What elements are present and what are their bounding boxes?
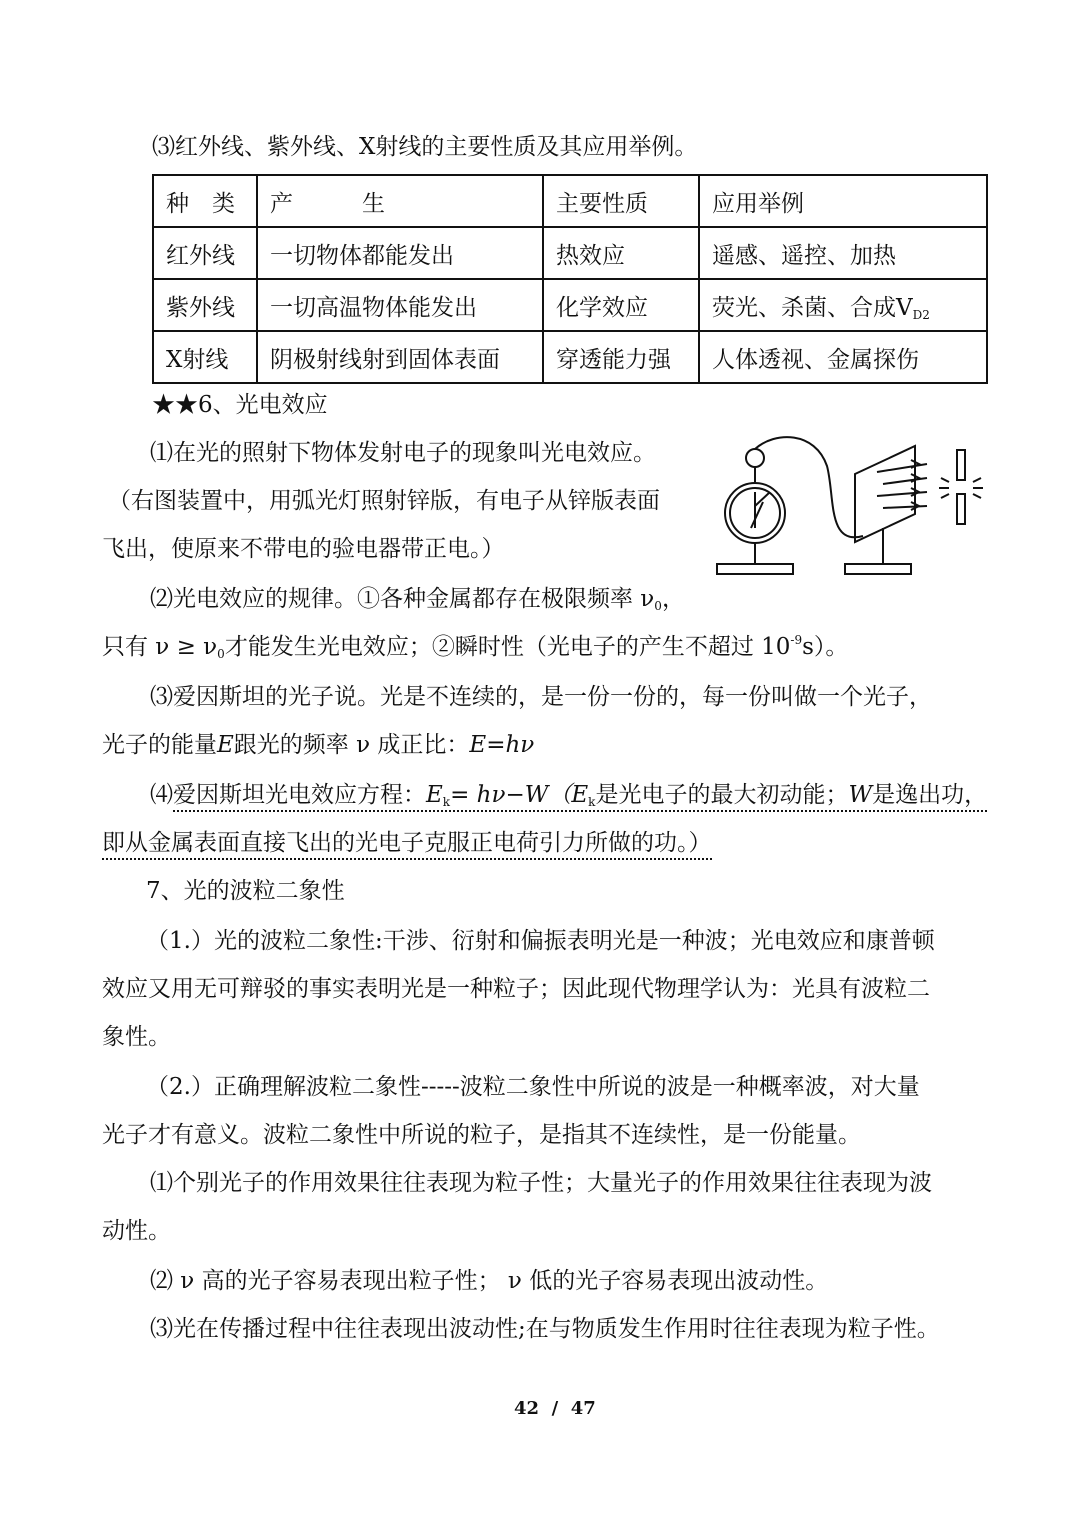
cell-kind: 红外线 — [153, 227, 257, 279]
table-row — [153, 279, 987, 331]
p4-line2-dotted: 即从金属表面直接飞出的光电子克服正电荷引力所做的功。） — [102, 830, 712, 860]
p3-l2b: 跟光的频率 ν 成正比： — [233, 732, 470, 758]
sec7-a-line1: （1.）光的波粒二象性:干涉、衍射和偏振表明光是一种波；光电效应和康普顿 — [146, 928, 935, 954]
p4-dotted-text — [173, 782, 987, 812]
cell-source: 一切物体都能发出 — [257, 227, 543, 279]
cell-property: 热效应 — [543, 227, 699, 279]
plate-base — [845, 564, 911, 574]
p4-eq: = hν−W（ — [450, 782, 572, 808]
p2-l2c: s）。 — [802, 634, 849, 660]
p4-eq-label: 爱因斯坦光电效应方程： — [173, 782, 426, 808]
cell-application — [699, 279, 987, 331]
sec6-p1-line2: （右图装置中，用弧光灯照射锌版，有电子从锌版表面 — [108, 488, 660, 514]
electroscope-leaves — [751, 492, 770, 528]
cell-kind: X射线 — [153, 331, 257, 383]
table-row — [153, 331, 987, 383]
table-row — [153, 227, 987, 279]
table-header-row — [153, 175, 987, 227]
header-property: 主要性质 — [543, 175, 699, 227]
p4-E: E — [426, 782, 443, 808]
p2-sub: 0 — [654, 599, 662, 613]
sec7-b-line2: 光子才有意义。波粒二象性中所说的粒子，是指其不连续性，是一份能量。 — [102, 1122, 861, 1148]
p2-l2-sub: 0 — [217, 647, 225, 661]
cell-application: 遥感、遥控、加热 — [699, 227, 987, 279]
p2-l2a: 只有 ν ≥ ν — [102, 634, 218, 660]
p3-l2a: 光子的能量 — [102, 732, 217, 758]
light-ray — [883, 478, 927, 484]
p2-l2b: 才能发生光电效应；②瞬时性（光电子的产生不超过 10 — [224, 634, 791, 660]
cell-property: 穿透能力强 — [543, 331, 699, 383]
sec6-p4-line1 — [150, 776, 987, 809]
p4-text-c: 是光电子的最大初动能； — [595, 782, 849, 808]
cell-source: 一切高温物体能发出 — [257, 279, 543, 331]
page-total: 47 — [570, 1398, 596, 1419]
sec7-c1-line1: ⑴个别光子的作用效果往往表现为粒子性；大量光子的作用效果往往表现为波 — [150, 1170, 932, 1196]
sec6-p4-line2 — [102, 824, 712, 857]
section-6-heading: ★★6、光电效应 — [152, 392, 328, 418]
sec7-a-line3: 象性。 — [102, 1024, 171, 1050]
p4-text-d: 是逸出功， — [872, 782, 988, 808]
p2-l2-sup: -9 — [790, 633, 803, 647]
sec7-c2-line1: ⑵ ν 高的光子容易表现出粒子性； ν 低的光子容易表现出波动性。 — [150, 1268, 829, 1294]
electroscope-ball — [746, 449, 764, 467]
sec7-c1-line2: 动性。 — [102, 1218, 171, 1244]
page-current: 42 — [514, 1398, 540, 1419]
p3-E: E — [217, 732, 234, 758]
p4-W: W — [848, 782, 873, 808]
section-3-title: ⑶红外线、紫外线、X射线的主要性质及其应用举例。 — [152, 134, 698, 160]
sec6-p3-line1: ⑶爱因斯坦的光子说。光是不连续的，是一份一份的，每一份叫做一个光子， — [150, 684, 932, 710]
p4-k: k — [442, 795, 451, 809]
p4-E2: E — [571, 782, 589, 808]
header-application: 应用举例 — [699, 175, 987, 227]
cell-kind: 紫外线 — [153, 279, 257, 331]
sec6-p2-line1 — [150, 580, 685, 613]
p3-formula: E=hν — [469, 732, 535, 758]
p4-num: ⑷ — [150, 782, 173, 808]
sec6-p1-line3: 飞出，使原来不带电的验电器带正电。） — [102, 536, 505, 562]
arc-lamp-lower — [957, 494, 965, 524]
page-separator: / — [551, 1398, 559, 1419]
header-kind: 种 类 — [153, 175, 257, 227]
radiation-properties-table — [152, 174, 988, 384]
photoelectric-apparatus-figure — [715, 436, 985, 576]
cell-property: 化学效应 — [543, 279, 699, 331]
p2-comma: ， — [661, 586, 685, 612]
cell-source: 阴极射线射到固体表面 — [257, 331, 543, 383]
section-7-heading: 7、光的波粒二象性 — [146, 878, 345, 904]
page-number — [514, 1398, 596, 1419]
sec7-b-line1: （2.）正确理解波粒二象性-----波粒二象性中所说的波是一种概率波，对大量 — [146, 1074, 920, 1100]
sec6-p1-line1: ⑴在光的照射下物体发射电子的现象叫光电效应。 — [150, 440, 656, 466]
sec7-a-line2: 效应又用无可辩驳的事实表明光是一种粒子；因此现代物理学认为：光具有波粒二 — [102, 976, 930, 1002]
light-ray — [877, 464, 927, 472]
header-source: 产 生 — [257, 175, 543, 227]
arc-lamp-upper — [957, 450, 965, 480]
sec6-p2-line2 — [102, 628, 848, 661]
sec7-c3-line1: ⑶光在传播过程中往往表现出波动性;在与物质发生作用时往往表现为粒子性。 — [150, 1316, 940, 1342]
application-subscript: D2 — [912, 307, 930, 322]
electroscope-base — [717, 564, 793, 574]
application-text: 荧光、杀菌、合成V — [712, 294, 913, 321]
p2-text: ⑵光电效应的规律。①各种金属都存在极限频率 ν — [150, 586, 655, 612]
cell-application: 人体透视、金属探伤 — [699, 331, 987, 383]
p4-k2: k — [588, 795, 596, 809]
sec6-p3-line2 — [102, 726, 534, 759]
